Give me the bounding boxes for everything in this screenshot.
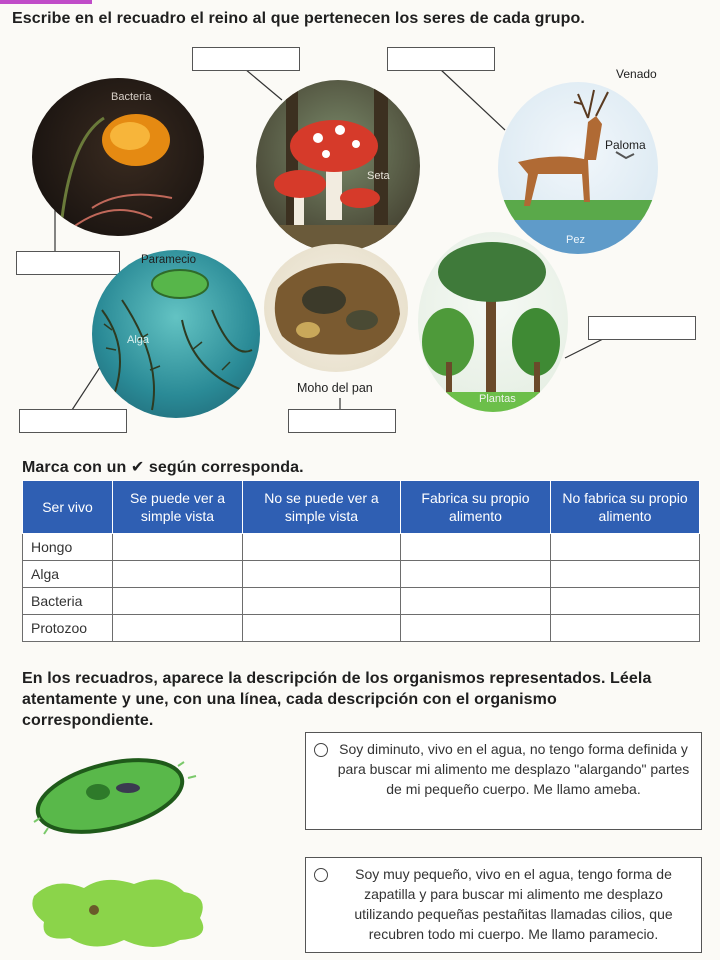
moho-label: Moho del pan	[297, 381, 373, 395]
paramecio-label: Paramecio	[141, 254, 196, 266]
pez-label: Pez	[566, 234, 585, 246]
checkbox-cell[interactable]	[401, 561, 551, 588]
bread-icon	[264, 244, 408, 372]
table-row	[23, 561, 700, 588]
plants-illustration	[418, 232, 568, 412]
description-text: Soy diminuto, vivo en el agua, no tengo forma definida y para buscar mi alimento me desplazo "alargando" partes de mi pequeño cuerpo. Me llamo ameba.	[337, 741, 690, 797]
deer-icon	[498, 82, 658, 254]
row-label: Bacteria	[23, 588, 113, 615]
venado-label: Venado	[616, 67, 657, 81]
tree-icon	[418, 232, 568, 412]
checkbox-cell[interactable]	[551, 561, 700, 588]
checkbox-cell[interactable]	[401, 588, 551, 615]
row-label: Hongo	[23, 534, 113, 561]
description-box-ameba[interactable]	[305, 732, 702, 830]
checkbox-cell[interactable]	[243, 588, 401, 615]
answer-box-plants[interactable]	[588, 316, 696, 340]
deer-illustration	[498, 82, 658, 254]
checkbox-cell[interactable]	[551, 534, 700, 561]
answer-box-mold[interactable]	[288, 409, 396, 433]
section2-instruction: Marca con un ✔ según corresponda.	[22, 459, 304, 476]
plantas-label: Plantas	[479, 393, 516, 405]
mushroom-illustration	[256, 80, 420, 252]
checkbox-cell[interactable]	[551, 615, 700, 642]
checkbox-cell[interactable]	[551, 588, 700, 615]
checkbox-cell[interactable]	[113, 534, 243, 561]
alga-label: Alga	[127, 334, 150, 346]
description-box-paramecio[interactable]	[305, 857, 702, 953]
bread-mold-illustration	[264, 244, 408, 372]
header-visible: Se puede ver a simple vista	[113, 481, 243, 534]
paramecium-icon[interactable]	[28, 748, 228, 848]
checkbox-cell[interactable]	[113, 615, 243, 642]
radio-icon[interactable]	[314, 743, 328, 757]
table-header-row	[23, 481, 700, 534]
bacteria-label: Bacteria	[111, 91, 152, 103]
row-label: Protozoo	[23, 615, 113, 642]
amoeba-icon[interactable]	[24, 866, 224, 956]
checkbox-cell[interactable]	[401, 534, 551, 561]
section1-instruction: Escribe en el recuadro el reino al que pertenecen los seres de cada grupo.	[12, 10, 585, 27]
seta-label: Seta	[367, 170, 390, 182]
algae-icon	[92, 250, 260, 418]
section3-instruction: En los recuadros, aparece la descripción de los organismos representados. Léela atentamente y une, con una línea, cada descripción con el organismo correspondiente.	[22, 670, 652, 729]
radio-icon[interactable]	[314, 868, 328, 882]
checkbox-cell[interactable]	[243, 534, 401, 561]
table-row	[23, 534, 700, 561]
classification-table	[22, 480, 700, 642]
table-row	[23, 615, 700, 642]
row-label: Alga	[23, 561, 113, 588]
header-ser-vivo: Ser vivo	[23, 481, 113, 534]
checkbox-cell[interactable]	[113, 561, 243, 588]
header-not-makes-food: No fabrica su propio alimento	[551, 481, 700, 534]
header-makes-food: Fabrica su propio alimento	[401, 481, 551, 534]
checkbox-cell[interactable]	[113, 588, 243, 615]
mushroom-icon	[256, 80, 420, 252]
answer-box-fungi[interactable]	[192, 47, 300, 71]
checkbox-cell[interactable]	[243, 561, 401, 588]
paloma-label: Paloma	[605, 138, 646, 152]
checkbox-cell[interactable]	[243, 615, 401, 642]
answer-box-animals[interactable]	[387, 47, 495, 71]
checkbox-cell[interactable]	[401, 615, 551, 642]
description-text: Soy muy pequeño, vivo en el agua, tengo forma de zapatilla y para buscar mi alimento me desplazo utilizando pequeñas pestañitas llamadas cilios, que recubren todo mi cuerpo. Me llamo paramecio.	[354, 866, 673, 942]
header-not-visible: No se puede ver a simple vista	[243, 481, 401, 534]
table-row	[23, 588, 700, 615]
algae-paramecium-illustration	[92, 250, 260, 418]
